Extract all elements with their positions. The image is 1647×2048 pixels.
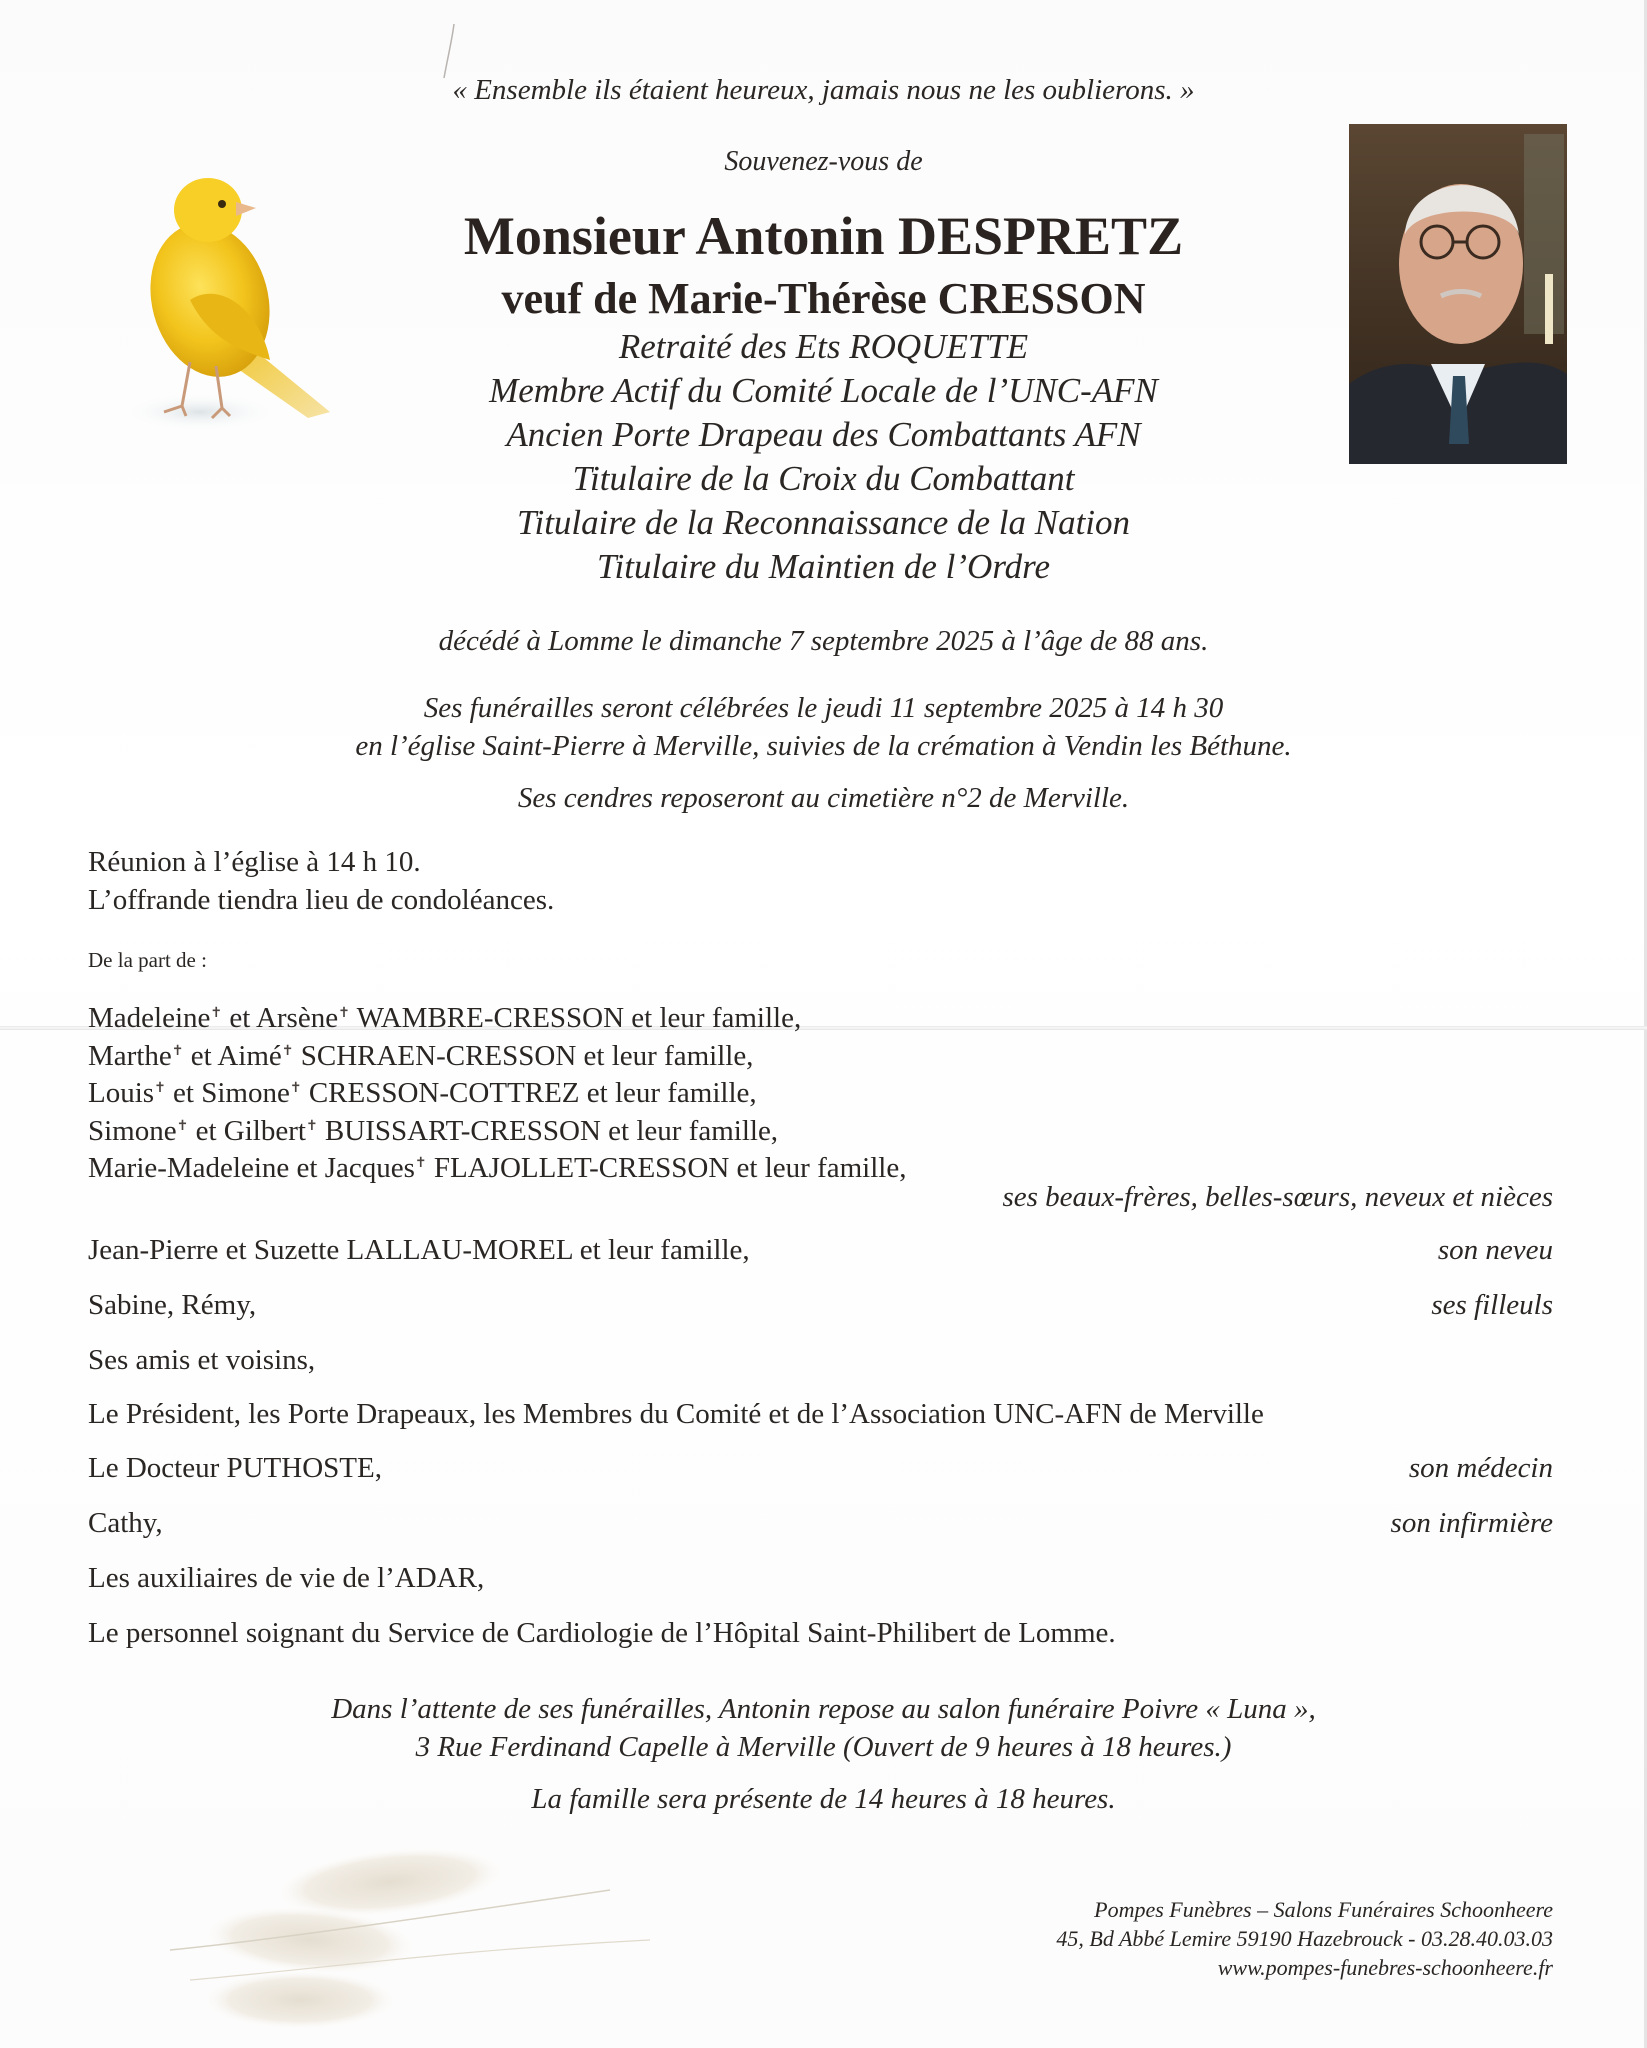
deceased-cross-icon: ✝ [154, 1081, 166, 1096]
funeral-home-info [0, 1690, 1647, 1766]
intro-line: Souvenez-vous de [724, 146, 923, 177]
mourner-row [88, 1398, 1553, 1438]
deceased-cross-icon: ✝ [176, 1118, 189, 1134]
footer-company: Pompes Funèbres – Salons Funéraires Schoonheere [1094, 1897, 1553, 1922]
meeting-line: L’offrande tiendra lieu de condoléances. [88, 884, 555, 916]
mourner-row [88, 1344, 1553, 1384]
mourner-name: Sabine, Rémy, [88, 1289, 257, 1321]
deceased-name: Monsieur Antonin DESPRETZ [463, 206, 1184, 266]
meeting-info [88, 843, 554, 919]
mourner-relation: son médecin [1408, 1452, 1553, 1484]
deceased-cross-icon: ✝ [171, 1043, 184, 1059]
meeting-line: Réunion à l’église à 14 h 10. [88, 846, 421, 878]
from-label: De la part de : [88, 948, 207, 972]
family-line: Marthe✝ et Aimé✝ SCHRAEN-CRESSON et leur famille, [88, 1039, 754, 1072]
funeral-director-footer [853, 1895, 1553, 1982]
mourner-row [88, 1234, 1553, 1274]
mourner-name: Cathy, [88, 1507, 163, 1539]
mourner-row [88, 1562, 1553, 1602]
salon-line: Dans l’attente de ses funérailles, Antonin repose au salon funéraire Poivre « Luna », [331, 1693, 1316, 1725]
footer-website: www.pompes-funebres-schoonheere.fr [1217, 1955, 1553, 1980]
title-line: Ancien Porte Drapeau des Combattants AFN [506, 415, 1141, 454]
mourner-row [88, 1507, 1553, 1547]
mourner-relation: son infirmière [1390, 1507, 1553, 1539]
family-line: Louis✝ et Simone✝ CRESSON-COTTREZ et leur famille, [88, 1077, 757, 1109]
pen-mark [440, 22, 460, 82]
mourner-name: Jean-Pierre et Suzette LALLAU-MOREL et leur famille, [88, 1234, 750, 1266]
family-line: Marie-Madeleine et Jacques✝ FLAJOLLET-CRESSON et leur famille, [88, 1152, 907, 1184]
dried-grass-illustration [150, 1830, 670, 2030]
family-line: Simone✝ et Gilbert✝ BUISSART-CRESSON et leur famille, [88, 1114, 779, 1147]
deceased-cross-icon: ✝ [210, 1006, 223, 1021]
family-line: Madeleine✝ et Arsène✝ WAMBRE-CRESSON et leur famille, [88, 1002, 802, 1034]
mourner-row [88, 1452, 1553, 1492]
titles-list [0, 325, 1647, 589]
title-line: Titulaire du Maintien de l’Ordre [596, 547, 1051, 586]
funeral-info [0, 689, 1647, 765]
family-present-info: La famille sera présente de 14 heures à 18 heures. [531, 1783, 1116, 1815]
deceased-cross-icon: ✝ [338, 1006, 350, 1021]
family-list [88, 995, 906, 1183]
ashes-info: Ses cendres reposeront au cimetière n°2 de Merville. [517, 782, 1130, 814]
memorial-quote: « Ensemble ils étaient heureux, jamais nous ne les oublierons. » [452, 74, 1195, 106]
mourner-relation: son neveu [1437, 1234, 1553, 1266]
title-line: Membre Actif du Comité Locale de l’UNC-AFN [489, 371, 1158, 410]
funeral-line: Ses funérailles seront célébrées le jeudi 11 septembre 2025 à 14 h 30 [423, 692, 1224, 724]
mourner-name: Le Président, les Porte Drapeaux, les Membres du Comité et de l’Association UNC-AFN de Merville [88, 1398, 1264, 1430]
deceased-cross-icon: ✝ [289, 1081, 302, 1096]
mourner-name: Ses amis et voisins, [88, 1344, 316, 1376]
mourner-relation: ses filleuls [1431, 1289, 1553, 1321]
funeral-line: en l’église Saint-Pierre à Merville, suivies de la crémation à Vendin les Béthune. [355, 730, 1292, 762]
mourner-name: Le Docteur PUTHOSTE, [88, 1452, 382, 1484]
deceased-cross-icon: ✝ [414, 1156, 427, 1171]
title-line: Titulaire de la Croix du Combattant [572, 459, 1075, 498]
mourner-name: Le personnel soignant du Service de Cardiologie de l’Hôpital Saint-Philibert de Lomme. [88, 1617, 1116, 1649]
mourner-name: Les auxiliaires de vie de l’ADAR, [88, 1562, 485, 1594]
family-relation: ses beaux-frères, belles-sœurs, neveux et nièces [1002, 1181, 1553, 1213]
death-notice: décédé à Lomme le dimanche 7 septembre 2025 à l’âge de 88 ans. [438, 625, 1209, 657]
mourner-row [88, 1617, 1553, 1657]
title-line: Titulaire de la Reconnaissance de la Nation [516, 503, 1131, 542]
salon-line: 3 Rue Ferdinand Capelle à Merville (Ouvert de 9 heures à 18 heures.) [415, 1731, 1232, 1763]
deceased-cross-icon: ✝ [305, 1118, 318, 1134]
footer-address: 45, Bd Abbé Lemire 59190 Hazebrouck - 03.28.40.03.03 [1056, 1926, 1553, 1951]
title-line: Retraité des Ets ROQUETTE [618, 327, 1029, 366]
mourner-row [88, 1289, 1553, 1329]
widower-line: veuf de Marie-Thérèse CRESSON [501, 274, 1146, 323]
deceased-cross-icon: ✝ [281, 1043, 294, 1059]
